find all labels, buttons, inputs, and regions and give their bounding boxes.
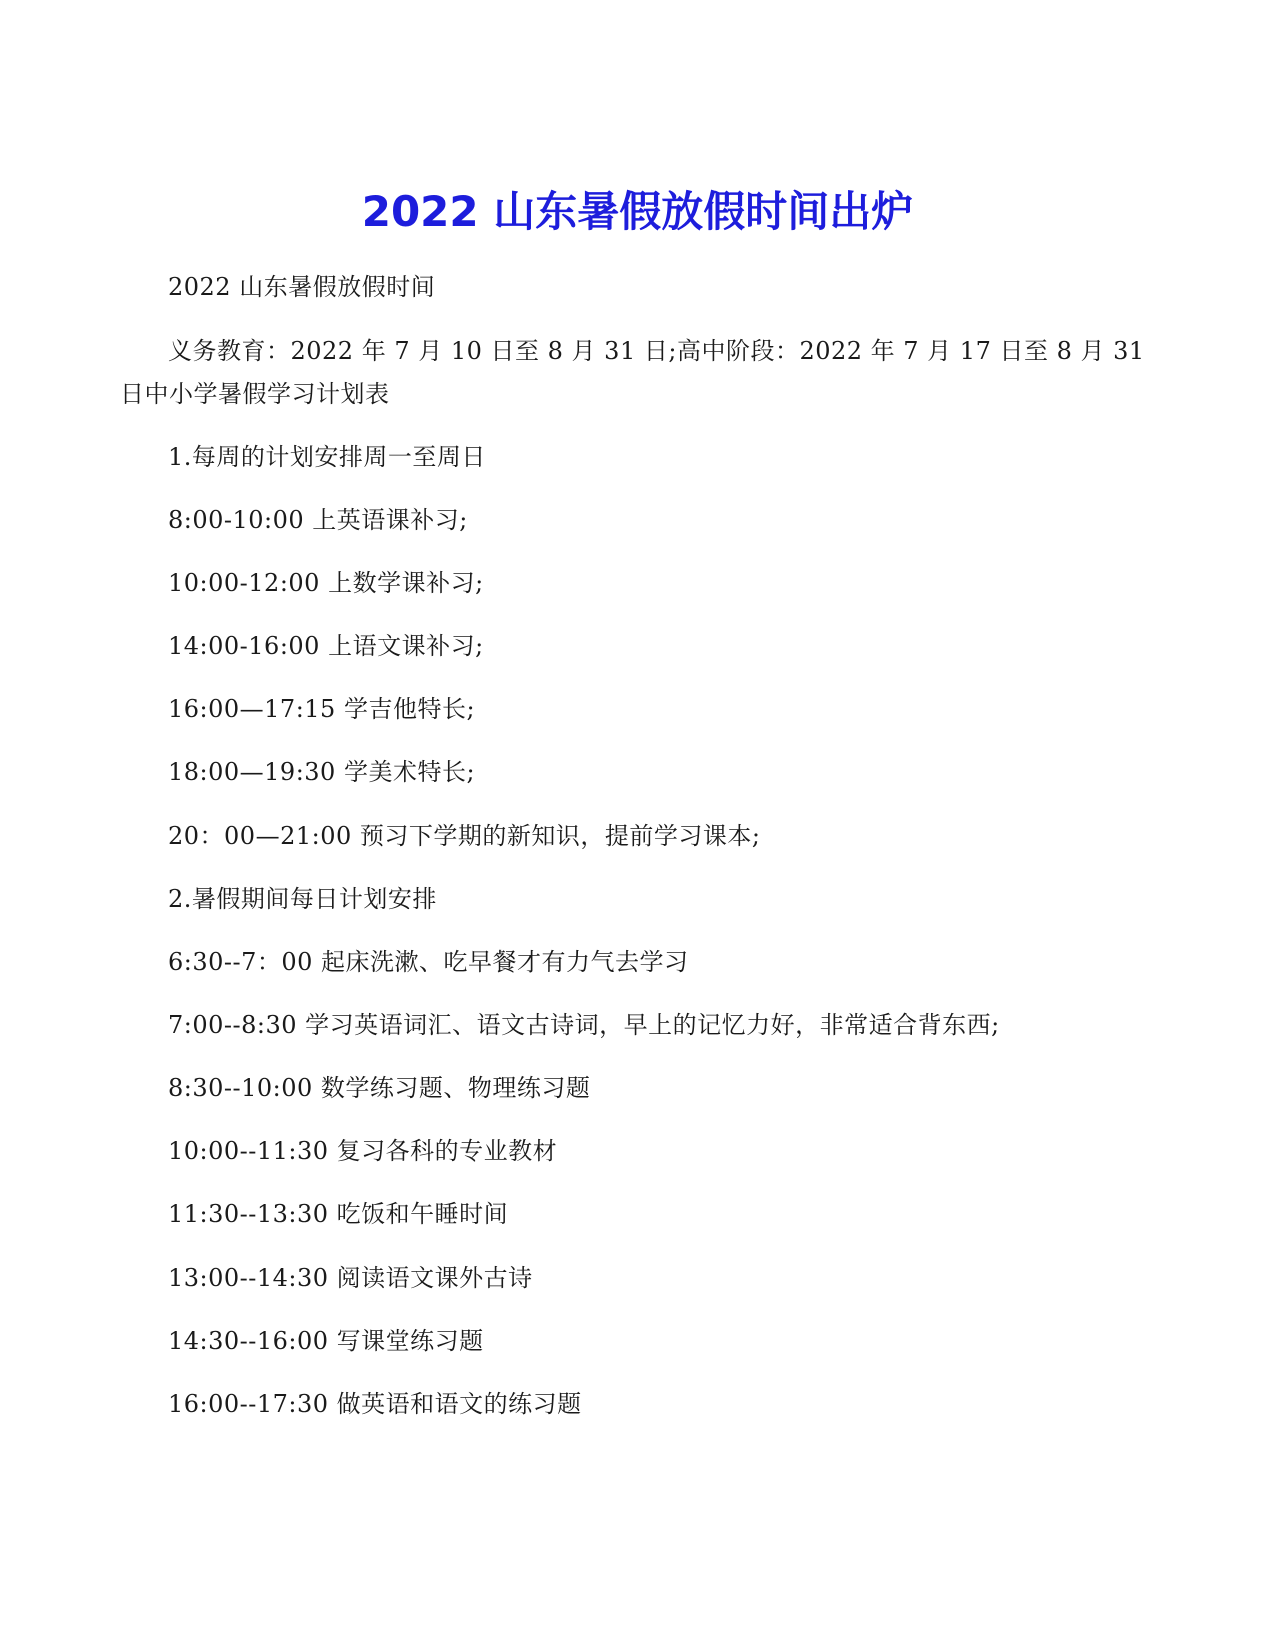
paragraph-dates-cont: 日中小学暑假学习计划表 [120,380,390,408]
schedule-item: 6:30--7：00 起床洗漱、吃早餐才有力气去学习 [168,948,689,976]
schedule-item: 8:30--10:00 数学练习题、物理练习题 [168,1074,591,1102]
schedule-item: 10:00-12:00 上数学课补习; [168,569,484,597]
schedule-item: 18:00—19:30 学美术特长; [168,758,476,786]
paragraph-dates: 义务教育：2022 年 7 月 10 日至 8 月 31 日;高中阶段：2022 年 7 月 17 日至 8 月 31 [168,337,1145,365]
schedule-item: 10:00--11:30 复习各科的专业教材 [168,1137,558,1165]
schedule-item: 16:00--17:30 做英语和语文的练习题 [168,1390,582,1418]
schedule-item: 16:00—17:15 学吉他特长; [168,695,476,723]
schedule-item: 14:00-16:00 上语文课补习; [168,632,484,660]
paragraph-intro: 2022 山东暑假放假时间 [168,273,436,301]
schedule-item: 20：00—21:00 预习下学期的新知识，提前学习课本; [168,822,761,850]
document-title: 2022 山东暑假放假时间出炉 [361,187,914,236]
section-heading-daily: 2.暑假期间每日计划安排 [168,885,437,913]
schedule-item: 13:00--14:30 阅读语文课外古诗 [168,1264,533,1292]
schedule-item: 11:30--13:30 吃饭和午睡时间 [168,1200,509,1228]
schedule-item: 7:00--8:30 学习英语词汇、语文古诗词，早上的记忆力好，非常适合背东西; [168,1011,1000,1039]
section-heading-weekly: 1.每周的计划安排周一至周日 [168,443,486,471]
schedule-item: 14:30--16:00 写课堂练习题 [168,1327,484,1355]
schedule-item: 8:00-10:00 上英语课补习; [168,506,468,534]
